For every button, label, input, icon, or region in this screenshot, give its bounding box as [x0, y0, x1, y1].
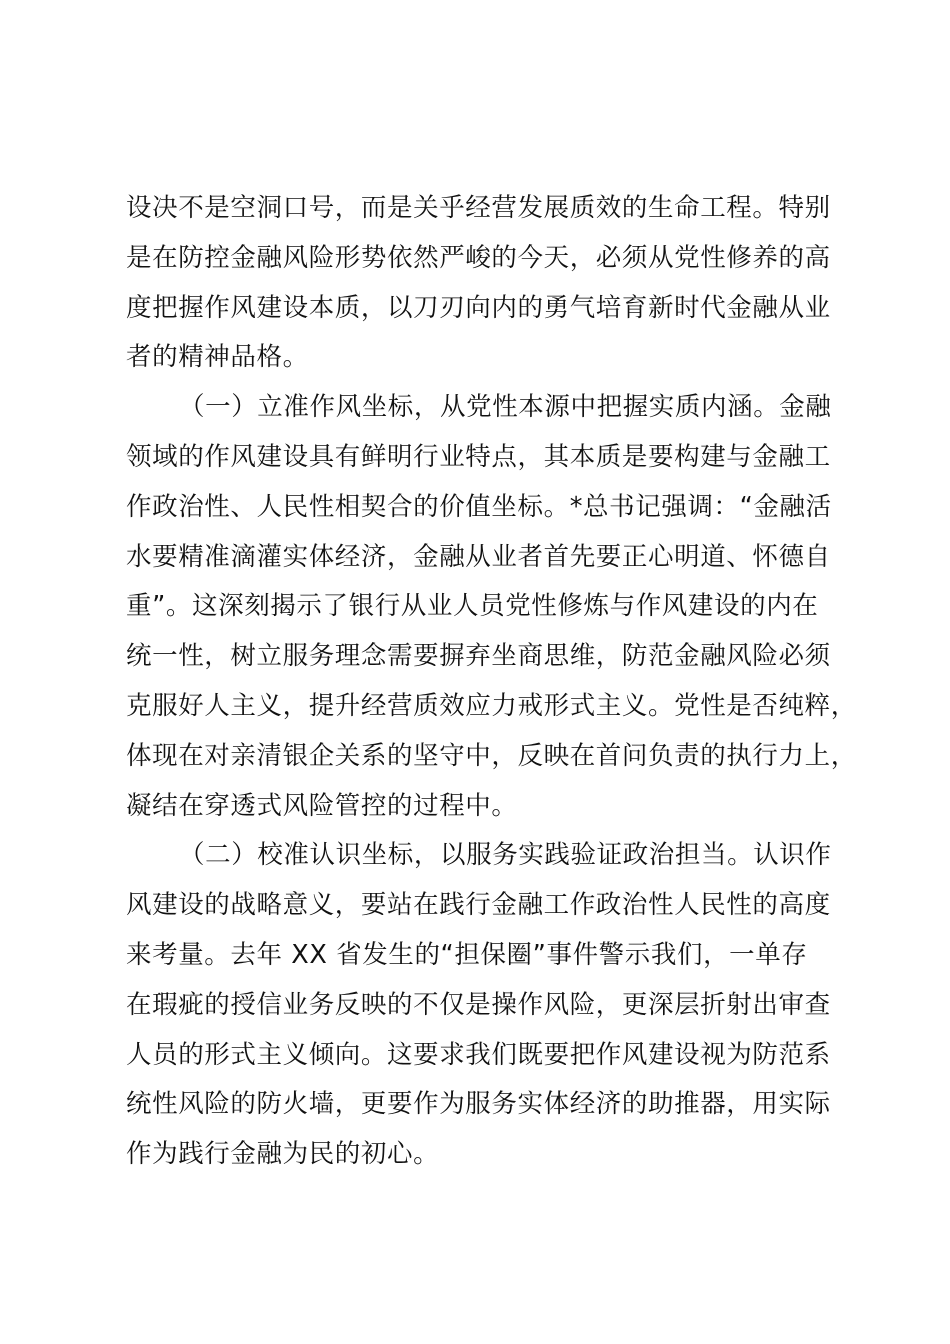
- text-line: 风建设的战略意义，要站在践行金融工作政治性人民性的高度: [126, 890, 831, 921]
- text-line: 领域的作风建设具有鲜明行业特点，其本质是要构建与金融工: [126, 441, 831, 472]
- paragraph-1: [126, 184, 856, 383]
- text-line: 水要精准滴灌实体经济，金融从业者首先要正心明道、怀德自: [126, 541, 831, 572]
- text-line: （一）立准作风坐标，从党性本源中把握实质内涵。金融: [179, 392, 832, 423]
- paragraph-3: [126, 831, 856, 1180]
- text-line: 作为践行金融为民的初心。: [126, 1139, 440, 1170]
- text-line: 克服好人主义，提升经营质效应力戒形式主义。党性是否纯粹，: [126, 690, 857, 721]
- text-line: 作政治性、人民性相契合的价值坐标。*总书记强调：“金融活: [126, 491, 832, 522]
- text-line: （二）校准认识坐标，以服务实践验证政治担当。认识作: [179, 840, 832, 871]
- text-line: 在瑕疵的授信业务反映的不仅是操作风险，更深层折射出审查: [126, 989, 831, 1020]
- text-line: 者的精神品格。: [126, 342, 309, 373]
- text-line: 是在防控金融风险形势依然严峻的今天，必须从党性修养的高: [126, 242, 831, 273]
- text-line: 统性风险的防火墙，更要作为服务实体经济的助推器，用实际: [126, 1089, 831, 1120]
- text-line: 来考量。去年 XX 省发生的“担保圈”事件警示我们，一单存: [126, 939, 808, 970]
- text-line: 设决不是空洞口号，而是关乎经营发展质效的生命工程。特别: [126, 193, 831, 223]
- text-line: 凝结在穿透式风险管控的过程中。: [126, 790, 518, 821]
- text-line: 统一性，树立服务理念需要摒弃坐商思维，防范金融风险必须: [126, 641, 831, 672]
- document-body: [126, 184, 856, 1180]
- paragraph-2: [126, 383, 856, 831]
- text-line: 体现在对亲清银企关系的坚守中，反映在首问负责的执行力上，: [126, 740, 857, 771]
- text-line: 重”。这深刻揭示了银行从业人员党性修炼与作风建设的内在: [126, 591, 819, 622]
- text-line: 人员的形式主义倾向。这要求我们既要把作风建设视为防范系: [126, 1039, 831, 1070]
- text-line: 度把握作风建设本质，以刀刃向内的勇气培育新时代金融从业: [126, 292, 831, 323]
